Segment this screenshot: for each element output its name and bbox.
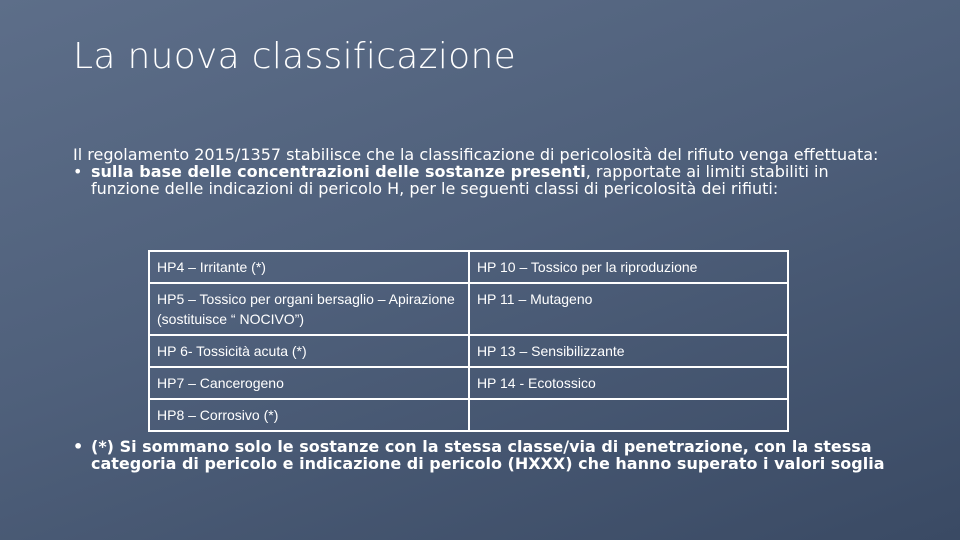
bullet-marker: • [73, 162, 83, 181]
bullet-bold-text: sulla base delle concentrazioni delle sostanze presenti [91, 162, 586, 181]
table-row [149, 399, 788, 431]
table-cell: HP 6- Tossicità acuta (*) [149, 335, 469, 367]
table-cell: HP8 – Corrosivo (*) [149, 399, 469, 431]
table-cell: HP 11 – Mutageno [469, 283, 788, 335]
footnote-marker: • [73, 437, 84, 456]
table-row [149, 335, 788, 367]
table-row [149, 367, 788, 399]
bullet-rest-text: , rapportate ai limiti stabiliti in funzione delle indicazioni di pericolo H, per le seguenti classi di pericolosità dei rifiuti: [91, 162, 829, 198]
table-cell: HP4 – Irritante (*) [149, 251, 469, 283]
bullet-item [73, 163, 893, 197]
intro-paragraph: Il regolamento 2015/1357 stabilisce che la classificazione di pericolosità del rifiuto venga effettuata: [73, 145, 879, 164]
footnote [73, 438, 903, 472]
slide-title: La nuova classificazione [73, 36, 517, 77]
table-cell: HP5 – Tossico per organi bersaglio – Apirazione (sostituisce “ NOCIVO”) [149, 283, 469, 335]
table-cell [469, 399, 788, 431]
footnote-bullet [73, 438, 903, 472]
footnote-text: (*) Si sommano solo le sostanze con la stessa classe/via di penetrazione, con la stessa categoria di pericolo e indicazione di pericolo (HXXX) che hanno superato i valori soglia [91, 437, 885, 473]
table-cell: HP 10 – Tossico per la riproduzione [469, 251, 788, 283]
table-cell: HP 13 – Sensibilizzante [469, 335, 788, 367]
table-cell: HP 14 - Ecotossico [469, 367, 788, 399]
table-cell: HP7 – Cancerogeno [149, 367, 469, 399]
body-text [73, 146, 893, 197]
table-row [149, 251, 788, 283]
hazard-class-table [148, 250, 789, 432]
table-row [149, 283, 788, 335]
